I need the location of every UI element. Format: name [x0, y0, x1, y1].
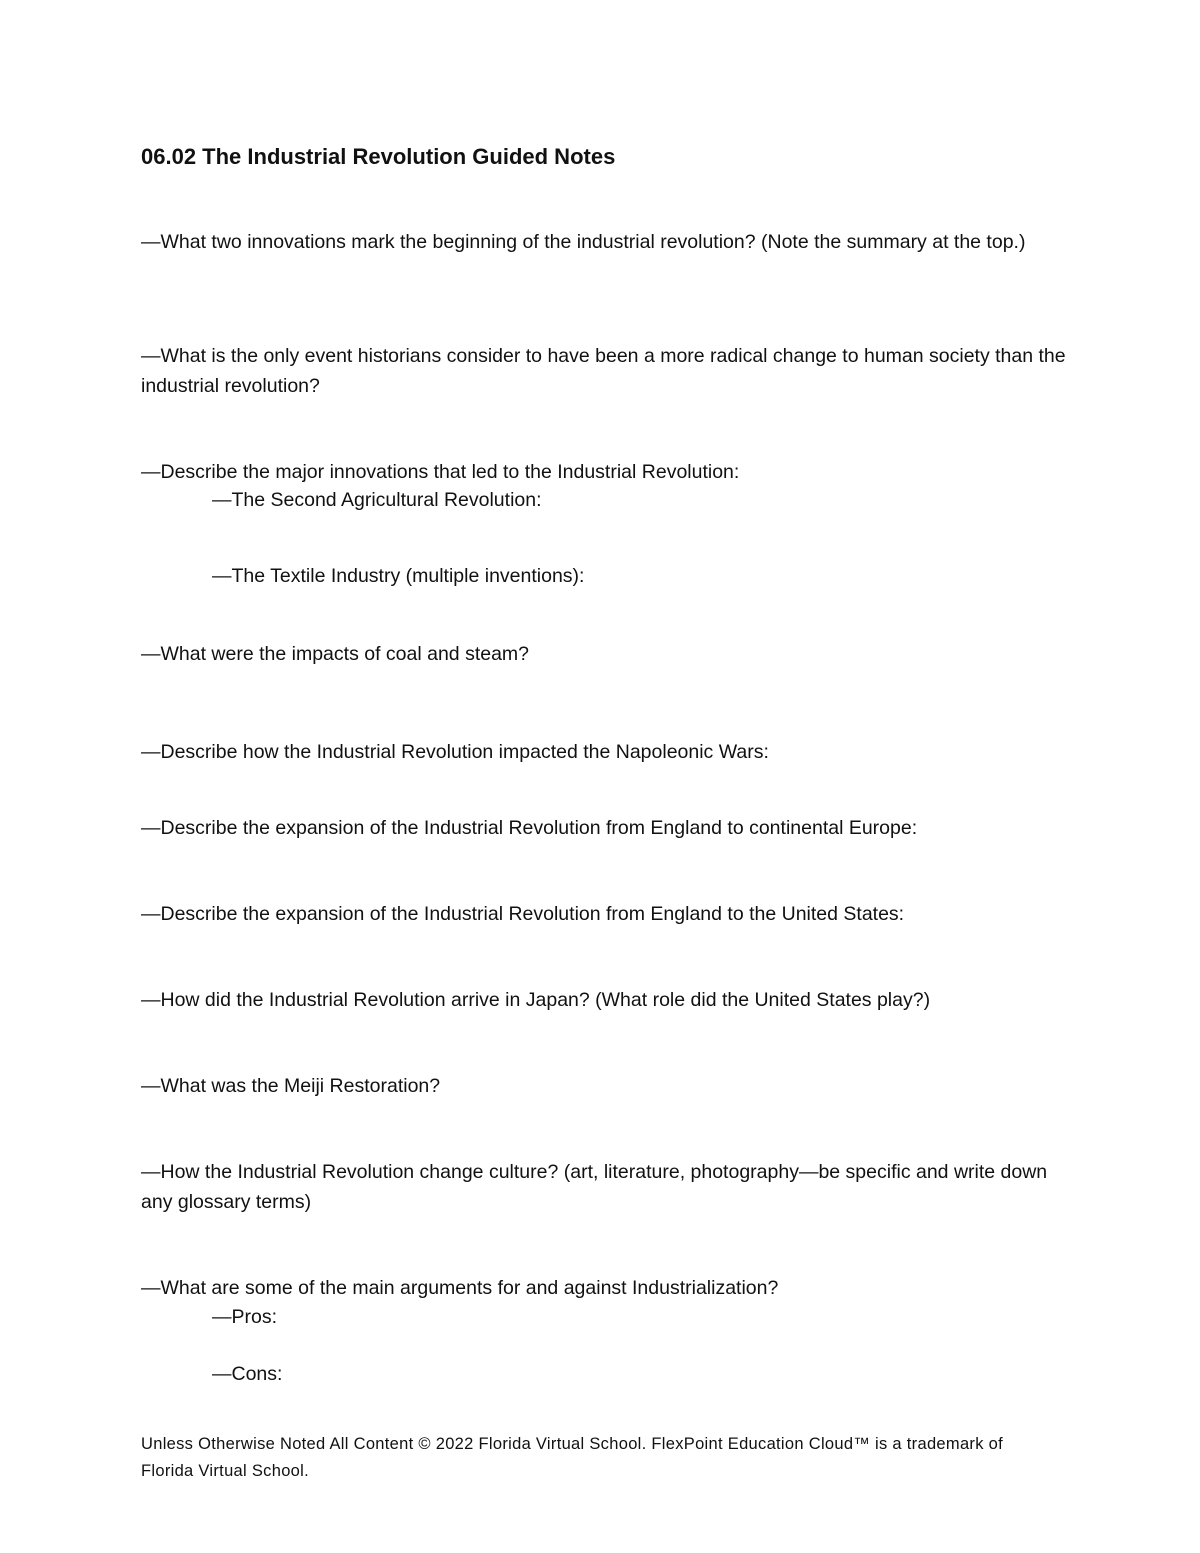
- question-3: —Describe the major innovations that led to the Industrial Revolution:: [141, 461, 740, 483]
- sub-item-pros: —Pros:: [212, 1306, 278, 1328]
- sub-item-agricultural: —The Second Agricultural Revolution:: [212, 489, 542, 511]
- page-title: 06.02 The Industrial Revolution Guided Notes: [141, 144, 616, 169]
- question-4: —What were the impacts of coal and steam?: [141, 643, 530, 665]
- sub-item-textile: —The Textile Industry (multiple inventions):: [212, 565, 585, 587]
- question-10: —How the Industrial Revolution change culture? (art, literature, photography—be specific and write down any glossary terms): [141, 1161, 1048, 1213]
- question-8: —How did the Industrial Revolution arrive in Japan? (What role did the United States play?): [141, 989, 931, 1011]
- copyright-footer: Unless Otherwise Noted All Content © 2022 Florida Virtual School. FlexPoint Education Cloud™ is a trademark of Florida Virtual School.: [141, 1435, 1004, 1480]
- question-11: —What are some of the main arguments for and against Industrialization?: [141, 1277, 779, 1299]
- question-9: —What was the Meiji Restoration?: [141, 1075, 441, 1097]
- question-5: —Describe how the Industrial Revolution impacted the Napoleonic Wars:: [141, 741, 769, 763]
- question-6: —Describe the expansion of the Industrial Revolution from England to continental Europe:: [141, 817, 918, 839]
- question-2: —What is the only event historians consider to have been a more radical change to human society than the industrial revolution?: [141, 345, 1066, 397]
- question-7: —Describe the expansion of the Industrial Revolution from England to the United States:: [141, 903, 905, 925]
- sub-item-cons: —Cons:: [212, 1363, 283, 1385]
- question-1: —What two innovations mark the beginning of the industrial revolution? (Note the summary at the top.): [141, 231, 1026, 253]
